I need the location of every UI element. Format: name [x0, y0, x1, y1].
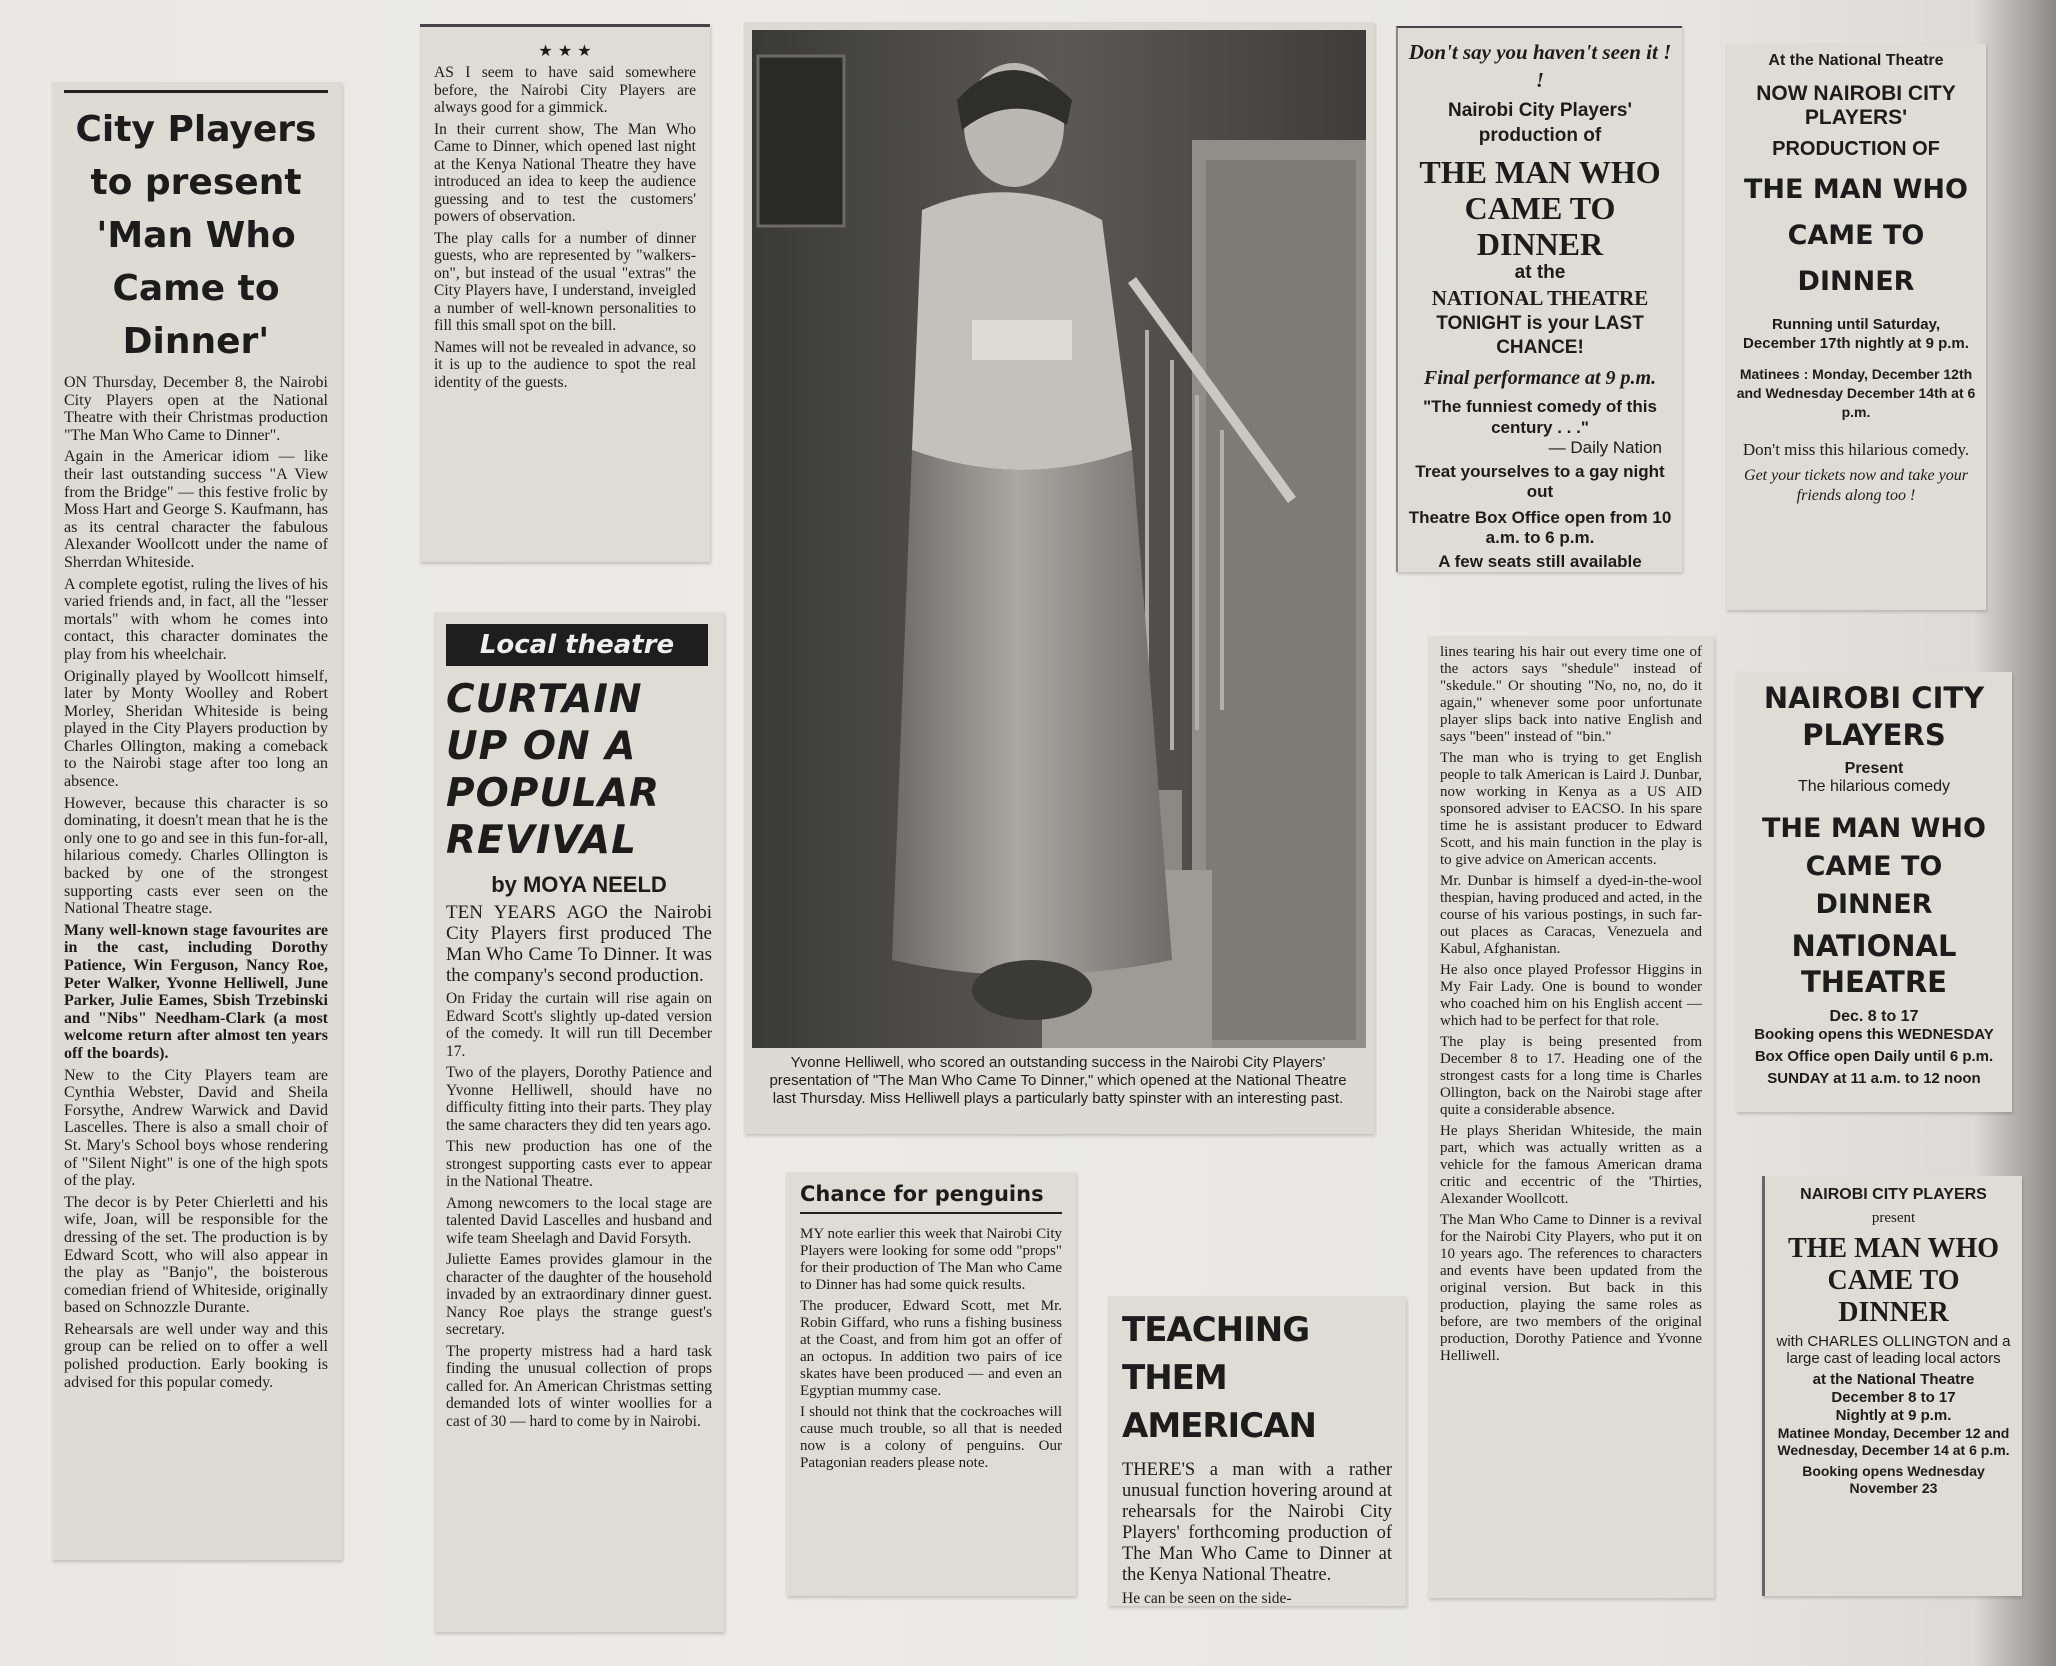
photo-yvonne-helliwell [752, 30, 1366, 1048]
ad-dates: December 8 to 17 [1831, 1389, 1956, 1406]
paragraph: The play calls for a number of dinner guests, who are represented by "walkers-on", but instead of the usual "extras" the City Players have, I understand, inveigled a number of well-known personalities to fill this small spot on the bill. [434, 229, 696, 334]
stars-divider: ★ ★ ★ [538, 41, 592, 60]
ad-box-office: Theatre Box Office open from 10 a.m. to 6 p.m. [1408, 508, 1672, 547]
paragraph: Among newcomers to the local stage are talented David Lascelles and husband and wife team Sheelagh and David Forsyth. [446, 1194, 712, 1247]
ad-producer: Nairobi City Players' production of [1447, 100, 1633, 146]
paragraph: AS I seem to have said somewhere before, the Nairobi City Players are always good for a gimmick. [434, 64, 696, 116]
ad-hilarious: The hilarious comedy [1797, 778, 1951, 795]
ad-title: THE MAN WHO CAME TO DINNER [1744, 174, 1968, 297]
paragraph: Mr. Dunbar is himself a dyed-in-the-wool thespian, having produced and acted, in the course of his various postings, in such far-out places as Caracas, Venezuela and Kabul, Afghanistan. [1440, 873, 1702, 957]
clipping-headline [64, 90, 328, 368]
ad-matinees: Matinees : Monday, December 12th and Wednesday December 14th at 6 p.m. [1736, 366, 1976, 420]
paragraph: Many well-known stage favourites are in the cast, including Dorothy Patience, Win Ferguson, Nancy Roe, Peter Walker, Yvonne Helliwell, June Parker, Julie Eames, Sbish Trzebinski and "Nibs" Needham-Clark (a most welcome return after almost ten years off the boards). [64, 921, 328, 1062]
ad-title: THE MAN WHO CAME TO DINNER [1419, 154, 1661, 262]
paragraph: The man who is trying to get English people to talk American is Laird J. Dunbar, now working in Kenya as a US AID sponsored adviser to EACSO. In his spare time he is assistant producer to Edward Scott, and his main function in the play is to give advice on American accents. [1440, 750, 1702, 868]
ad-at: at the [1514, 262, 1566, 283]
paragraph: MY note earlier this week that Nairobi City Players were looking for some odd "props" for their production of The Man who Came to Dinner has had some quick results. [800, 1226, 1062, 1293]
photo-caption: Yvonne Helliwell, who scored an outstanding success in the Nairobi City Players' presentation of "The Man Who Came To Dinner," which opened at the National Theatre last Thursday. Miss Helliwell plays a particularly batty spinster with an interesting past. [769, 1054, 1347, 1107]
ad-final: Final performance at 9 p.m. [1423, 367, 1657, 389]
ad-org: NAIROBI CITY PLAYERS [1763, 681, 1985, 752]
ad-production-of: PRODUCTION OF [1772, 138, 1940, 160]
paragraph: I should not think that the cockroaches will cause much trouble, so all that is needed now is a colony of penguins. Our Patagonian readers please note. [800, 1404, 1062, 1471]
paragraph: THERE'S a man with a rather unusual function hovering around at rehearsals for the Nairobi City Players' forthcoming production of The Man Who Came to Dinner at the Kenya National Theatre. [1122, 1460, 1392, 1585]
paragraph: Names will not be revealed in advance, so it is up to the audience to spot the real identity of the guests. [434, 338, 696, 391]
ad-venue: NATIONAL THEATRE [1791, 929, 1957, 999]
ad-present: present [1871, 1210, 1916, 1226]
ad-quote: "The funniest comedy of this century . . ." [1423, 397, 1657, 437]
paragraph: The play is being presented from December 8 to 17. Heading one of the strongest casts for a long time is Charles Ollington, back on the Nairobi stage after quite a considerable absence. [1440, 1034, 1702, 1118]
paragraph: On Friday the curtain will rise again on Edward Scott's slightly up-dated version of the comedy. It will run till December 17. [446, 990, 712, 1060]
clipping-teaching-american [1108, 1296, 1406, 1606]
paragraph: Originally played by Woollcott himself, later by Monty Woolley and Robert Morley, Sheridan Whiteside is being played in the City Players production by Charles Ollington, making a comeback to the Nairobi stage after too long an absence. [64, 667, 328, 791]
kicker-banner [446, 624, 708, 666]
paragraph: A complete egotist, ruling the lives of his varied friends and, in fact, all the "lesser mortals" with whom he comes into contact, this character dominates the play from his wheelchair. [64, 575, 328, 663]
ad-now: NOW NAIROBI CITY PLAYERS' [1756, 82, 1956, 129]
headline-text: City Players to present 'Man Who Came to Dinner' [75, 109, 317, 362]
paragraph: Juliette Eames provides glamour in the character of the daughter of the household invaded by an extraordinary dinner guest. Nancy Roe plays the strange guest's secretary. [446, 1251, 712, 1338]
ad-with: with CHARLES OLLINGTON and a large cast of leading local actors [1776, 1333, 2011, 1367]
ad-running: Running until Saturday, December 17th nightly at 9 p.m. [1743, 316, 1969, 352]
paragraph: The decor is by Peter Chierletti and his wife, Joan, will be responsible for the dressing of the set. The production is by Edward Scott, who will also appear in the play as "Banjo", the boisterous comedian friend of Whiteside, originally based on Schnozzle Durante. [64, 1193, 328, 1317]
paragraph: In their current show, The Man Who Came to Dinner, which opened last night at the Kenya National Theatre they have introduced an idea to keep the audience guessing and to test the customers' powers of observation. [434, 120, 696, 225]
paragraph: TEN YEARS AGO the Nairobi City Players first produced The Man Who Came To Dinner. It was the company's second production. [446, 902, 712, 986]
ad-seats: A few seats still available [1438, 552, 1642, 571]
paragraph: This new production has one of the strongest supporting casts ever to appear in the National Theatre. [446, 1138, 712, 1190]
photo-illustration [752, 30, 1366, 1048]
paragraph: The producer, Edward Scott, met Mr. Robin Giffard, who runs a fishing business at the Coast, and from him got an offer of an octopus. In addition two pairs of ice skates have been produced — and even an Egyptian mummy case. [800, 1298, 1062, 1399]
headline-text: CURTAIN UP ON A POPULAR REVIVAL [446, 677, 661, 863]
ad-charles-ollington [1762, 1176, 2022, 1596]
ad-nightly: Nightly at 9 p.m. [1835, 1407, 1952, 1424]
paragraph: He plays Sheridan Whiteside, the main part, which was actually written as a vehicle for the famous American drama critic and eccentric of the 'Thirties, Alexander Woollcott. [1440, 1123, 1702, 1207]
byline: by MOYA NEELD [491, 872, 667, 897]
paragraph: He can be seen on the side- [1122, 1590, 1292, 1606]
kicker-text: Local theatre [479, 630, 675, 660]
ad-box-office: Box Office open Daily until 6 p.m. [1754, 1048, 1994, 1065]
ad-tagline: Don't say you haven't seen it ! ! [1408, 40, 1672, 92]
paragraph: The Man Who Came to Dinner is a revival for the Nairobi City Players, who put it on 10 years ago. The references to characters and events have been updated from the original version. But back in this production, playing the same roles as before, are two members of the original production, Dorothy Patience and Yvonne Helliwell. [1440, 1212, 1702, 1364]
ad-org: NAIROBI CITY PLAYERS [1800, 1186, 1987, 1203]
paragraph: lines tearing his hair out every time one of the actors says "shedule" instead of "skedule." Or shouting "No, no, no, do it again," whenever some poor unfortunate player slips back into native English and says "been" instead of "bin." [1440, 644, 1702, 745]
ad-tonight: TONIGHT is your LAST CHANCE! [1436, 313, 1644, 358]
clipping-penguins [786, 1172, 1076, 1596]
ad-tickets: Get your tickets now and take your friends along too ! [1744, 467, 1968, 504]
clipping-city-players [52, 82, 342, 1560]
paragraph: Rehearsals are well under way and this group can be relied on to offer a well polished production. Early booking is advised for this popular comedy. [64, 1320, 328, 1391]
ad-title: THE MAN WHO CAME TO DINNER [1787, 1233, 2000, 1328]
ad-matinee: Matinee Monday, December 12 and Wednesday, December 14 at 6 p.m. [1777, 1425, 2010, 1458]
paragraph: ON Thursday, December 8, the Nairobi City Players open at the National Theatre with their Christmas production "The Man Who Came to Dinner". [64, 374, 328, 444]
ad-top: At the National Theatre [1768, 52, 1944, 69]
ad-venue: at the National Theatre [1812, 1371, 1975, 1388]
clipping-photo [744, 22, 1374, 1134]
clipping-continuation [1428, 636, 1714, 1598]
headline-text: Chance for penguins [800, 1182, 1062, 1214]
paragraph: New to the City Players team are Cynthia Webster, David and Sheila Forsythe, Andrew Warwick and David Lascelles. There is also a small choir of St. Mary's School boys whose rendering of "Silent Night" is one of the high spots of the play. [64, 1066, 328, 1190]
ad-present: Present [1844, 760, 1904, 777]
ad-sunday: SUNDAY at 11 a.m. to 12 noon [1767, 1070, 1981, 1087]
paragraph: However, because this character is so dominating, it doesn't mean that he is the only one to go and see in this fun-for-all, hilarious comedy. Charles Ollington is backed by one of the strongest supporting casts ever seen on the National Theatre stage. [64, 794, 328, 918]
paragraph: The property mistress had a hard task finding the unusual collection of props called for. An American Christmas setting demanded lots of winter woollies for a cast of 30 — hard to come by in Nairobi. [446, 1342, 712, 1430]
headline-text: TEACHING THEM AMERICAN [1122, 1310, 1316, 1446]
article-body [64, 374, 328, 1391]
ad-dates: Dec. 8 to 17 [1829, 1008, 1919, 1025]
ad-venue: NATIONAL THEATRE [1431, 286, 1649, 310]
ad-quote-source: — Daily Nation [1548, 438, 1662, 457]
ad-booking: Booking opens this WEDNESDAY [1754, 1026, 1994, 1043]
ad-booking: Booking opens Wednesday November 23 [1802, 1463, 1985, 1496]
ad-title: THE MAN WHO CAME TO DINNER [1762, 813, 1986, 920]
paragraph: Again in the Americar idiom — like their last outstanding success "A View from the Bridge" — this festive frolic by Moss Hart and George S. Kaufmann, has as its central character the fabulous Alexander Woollcott under the name of Sherrdan Whiteside. [64, 448, 328, 571]
ad-treat: Treat yourselves to a gay night out [1415, 462, 1665, 501]
ad-last-chance [1396, 26, 1682, 572]
clipping-gimmick [420, 24, 710, 562]
ad-dont-miss: Don't miss this hilarious comedy. [1742, 440, 1970, 459]
paragraph: Two of the players, Dorothy Patience and Yvonne Helliwell, should have no difficulty fitting into their parts. They play the same characters they did ten years ago. [446, 1064, 712, 1134]
paragraph: He also once played Professor Higgins in My Fair Lady. One is bound to wonder who coached him on his English accent — which had to be perfect for that role. [1440, 962, 1702, 1029]
ad-national-theatre [1726, 44, 1986, 610]
ad-nairobi-city-players [1736, 672, 2012, 1112]
clipping-curtain-up [434, 612, 724, 1632]
